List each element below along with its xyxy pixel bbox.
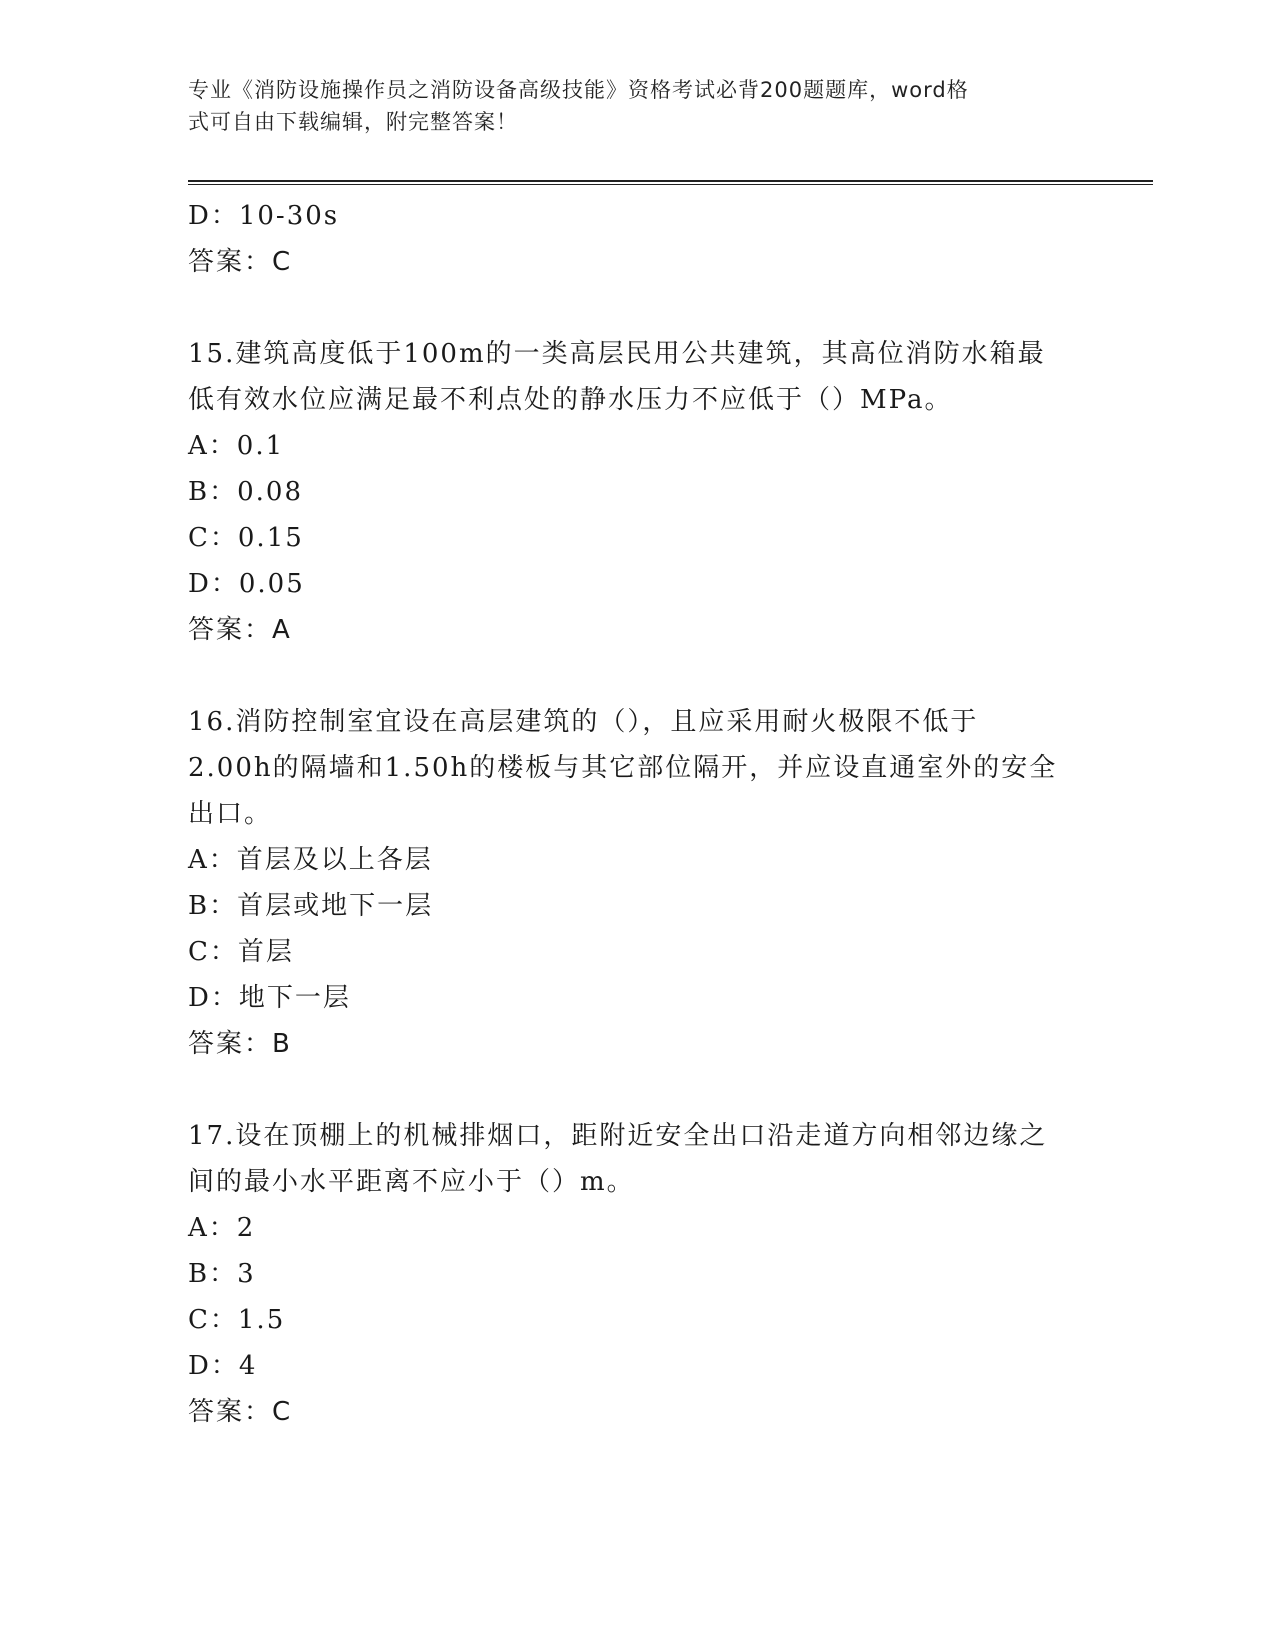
question-17-option-c: C：1.5 xyxy=(188,1305,286,1335)
question-17-answer: 答案：C xyxy=(188,1397,293,1427)
question-content xyxy=(188,193,1088,1435)
question-17-option-d: D：4 xyxy=(188,1351,258,1381)
question-17-line-2: 间的最小水平距离不应小于（）m。 xyxy=(188,1167,635,1197)
question-16-answer: 答案：B xyxy=(188,1029,292,1059)
question-15-line-1: 15.建筑高度低于100m的一类高层民用公共建筑，其高位消防水箱最 xyxy=(188,339,1046,369)
question-15 xyxy=(188,331,1088,653)
spacer xyxy=(188,285,1088,331)
question-15-option-b: B：0.08 xyxy=(188,477,303,507)
question-15-line-2: 低有效水位应满足最不利点处的静水压力不应低于（）MPa。 xyxy=(188,385,953,415)
question-16 xyxy=(188,699,1088,1067)
question-15-option-a: A：0.1 xyxy=(188,431,285,461)
question-16-line-3: 出口。 xyxy=(188,799,273,829)
prev-option-d: D：10-30s xyxy=(188,201,340,231)
question-16-option-a: A：首层及以上各层 xyxy=(188,845,433,875)
question-16-line-2: 2.00h的隔墙和1.50h的楼板与其它部位隔开，并应设直通室外的安全 xyxy=(188,753,1058,783)
question-16-line-1: 16.消防控制室宜设在高层建筑的（），且应采用耐火极限不低于 xyxy=(188,707,979,737)
document-header xyxy=(188,74,1068,138)
question-16-option-c: C：首层 xyxy=(188,937,294,967)
question-15-answer: 答案：A xyxy=(188,615,292,645)
header-title-line-1: 专业《消防设施操作员之消防设备高级技能》资格考试必背200题题库，word格 xyxy=(188,78,969,102)
header-rule-thin xyxy=(188,184,1153,185)
header-title-line-2: 式可自由下载编辑，附完整答案！ xyxy=(188,110,518,134)
question-17 xyxy=(188,1113,1088,1435)
spacer xyxy=(188,653,1088,699)
question-15-option-d: D：0.05 xyxy=(188,569,305,599)
question-17-option-a: A：2 xyxy=(188,1213,256,1243)
question-15-option-c: C：0.15 xyxy=(188,523,304,553)
spacer xyxy=(188,1067,1088,1113)
header-rule-thick xyxy=(188,180,1153,182)
question-16-option-d: D：地下一层 xyxy=(188,983,351,1013)
question-17-line-1: 17.设在顶棚上的机械排烟口，距附近安全出口沿走道方向相邻边缘之 xyxy=(188,1121,1048,1151)
question-17-option-b: B：3 xyxy=(188,1259,256,1289)
question-16-option-b: B：首层或地下一层 xyxy=(188,891,434,921)
prev-answer: 答案：C xyxy=(188,247,293,277)
